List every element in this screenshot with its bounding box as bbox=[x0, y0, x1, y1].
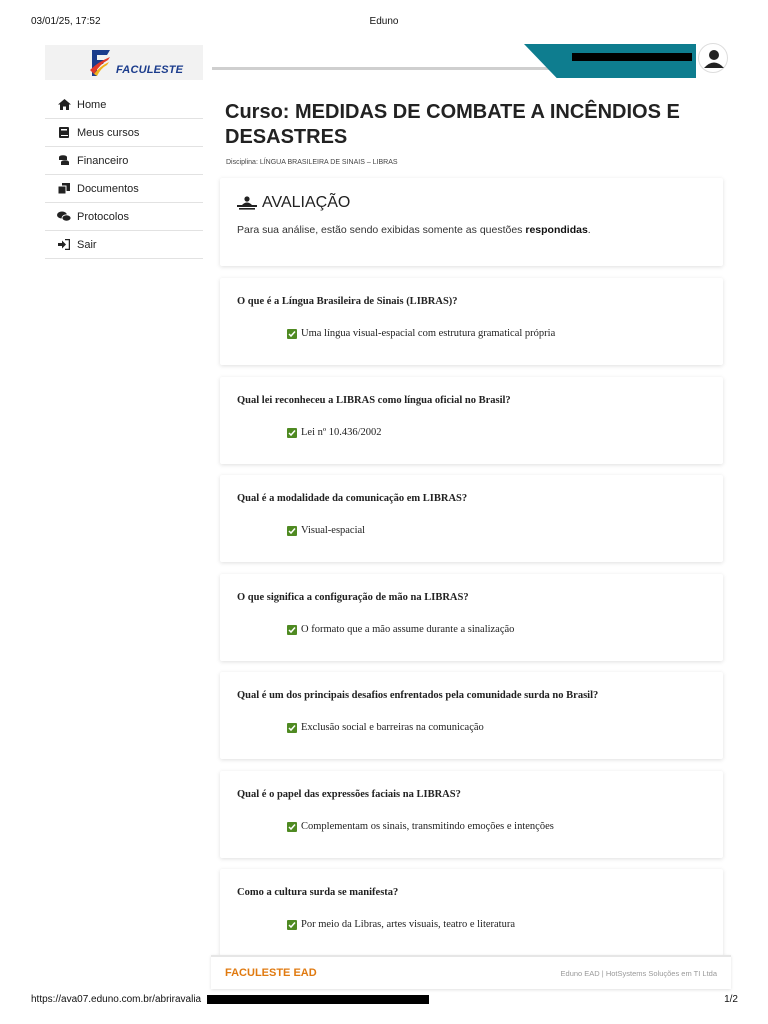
answer-text: Visual-espacial bbox=[301, 525, 366, 536]
print-url: https://ava07.eduno.com.br/abriravalia bbox=[31, 994, 202, 1005]
print-title: Eduno bbox=[369, 16, 399, 27]
sidebar-item-label: Financeiro bbox=[77, 154, 129, 167]
user-icon bbox=[699, 44, 729, 74]
book-icon bbox=[57, 127, 71, 139]
answer-row bbox=[287, 525, 365, 536]
sidebar-item-label: Protocolos bbox=[77, 210, 129, 223]
faculeste-logo[interactable] bbox=[45, 45, 203, 80]
question-text: Qual lei reconheceu a LIBRAS como língua oficial no Brasil? bbox=[237, 395, 511, 406]
footer-brand: FACULESTE EAD bbox=[225, 967, 317, 979]
avaliacao-note bbox=[237, 224, 591, 236]
sidebar-item-label: Sair bbox=[77, 238, 97, 251]
question-text: Qual é o papel das expressões faciais na LIBRAS? bbox=[237, 789, 461, 800]
avaliacao-note-prefix: Para sua análise, estão sendo exibidas somente as questões bbox=[237, 224, 526, 236]
sidebar-item-label: Meus cursos bbox=[77, 126, 140, 139]
answer-text: O formato que a mão assume durante a sinalização bbox=[301, 624, 515, 635]
answer-row bbox=[287, 427, 382, 438]
avaliacao-card bbox=[220, 178, 723, 266]
question-card bbox=[220, 672, 723, 759]
answer-text: Exclusão social e barreiras na comunicação bbox=[301, 722, 484, 733]
header-divider bbox=[212, 67, 557, 70]
question-text: Qual é um dos principais desafios enfrentados pela comunidade surda no Brasil? bbox=[237, 690, 599, 701]
sidebar-item-label: Documentos bbox=[77, 182, 139, 195]
print-footer bbox=[0, 994, 768, 1010]
sidebar-item-sair[interactable] bbox=[45, 231, 203, 259]
answer-text: Por meio da Libras, artes visuais, teatro e literatura bbox=[301, 919, 516, 930]
url-redacted bbox=[207, 995, 429, 1004]
print-header bbox=[0, 16, 768, 32]
answer-text: Uma língua visual-espacial com estrutura gramatical própria bbox=[301, 328, 556, 339]
answer-row bbox=[287, 328, 555, 339]
question-card bbox=[220, 869, 723, 956]
user-avatar[interactable] bbox=[698, 43, 728, 73]
answer-row bbox=[287, 821, 554, 832]
check-icon bbox=[287, 822, 297, 832]
sidebar-item-home[interactable] bbox=[45, 91, 203, 119]
page-title: Curso: MEDIDAS DE COMBATE A INCÊNDIOS E DESASTRES bbox=[225, 101, 680, 148]
sidebar-item-meus-cursos[interactable] bbox=[45, 119, 203, 147]
home-icon bbox=[57, 99, 71, 111]
avaliacao-note-suffix: . bbox=[587, 224, 591, 236]
question-card bbox=[220, 377, 723, 464]
question-text: Qual é a modalidade da comunicação em LIBRAS? bbox=[237, 493, 468, 504]
user-name-redacted bbox=[572, 53, 692, 61]
coins-icon bbox=[57, 155, 71, 167]
discipline-subtitle: Disciplina: LÍNGUA BRASILEIRA DE SINAIS – LIBRAS bbox=[226, 159, 398, 166]
question-card bbox=[220, 574, 723, 661]
documents-icon bbox=[57, 183, 71, 195]
question-card bbox=[220, 771, 723, 858]
question-text: O que significa a configuração de mão na LIBRAS? bbox=[237, 592, 469, 603]
check-icon bbox=[287, 723, 297, 733]
answer-text: Lei nº 10.436/2002 bbox=[301, 427, 382, 438]
avaliacao-note-bold: respondidas bbox=[525, 224, 588, 236]
exam-icon bbox=[237, 196, 257, 210]
question-text: O que é a Língua Brasileira de Sinais (LIBRAS)? bbox=[237, 296, 458, 307]
check-icon bbox=[287, 428, 297, 438]
sidebar-item-financeiro[interactable] bbox=[45, 147, 203, 175]
print-datetime: 03/01/25, 17:52 bbox=[31, 16, 101, 27]
logo-mark-icon bbox=[88, 48, 112, 78]
sidebar bbox=[45, 91, 203, 259]
check-icon bbox=[287, 920, 297, 930]
check-icon bbox=[287, 625, 297, 635]
chat-icon bbox=[57, 211, 71, 223]
print-page-number: 1/2 bbox=[724, 994, 738, 1005]
user-banner bbox=[524, 44, 696, 78]
sidebar-item-documentos[interactable] bbox=[45, 175, 203, 203]
answer-row bbox=[287, 624, 514, 635]
logo-text: FACULESTE bbox=[116, 64, 184, 76]
sidebar-item-protocolos[interactable] bbox=[45, 203, 203, 231]
sidebar-item-label: Home bbox=[77, 98, 107, 111]
footer-credit: Eduno EAD | HotSystems Soluções em TI Ltda bbox=[560, 969, 717, 978]
check-icon bbox=[287, 329, 297, 339]
site-footer bbox=[211, 955, 731, 989]
check-icon bbox=[287, 526, 297, 536]
answer-row bbox=[287, 722, 484, 733]
sign-out-icon bbox=[57, 239, 71, 251]
avaliacao-title: AVALIAÇÃO bbox=[262, 194, 351, 211]
answer-row bbox=[287, 919, 515, 930]
answer-text: Complementam os sinais, transmitindo emoções e intenções bbox=[301, 821, 554, 832]
question-text: Como a cultura surda se manifesta? bbox=[237, 887, 399, 898]
avaliacao-heading bbox=[237, 194, 350, 212]
question-card bbox=[220, 278, 723, 365]
question-card bbox=[220, 475, 723, 562]
